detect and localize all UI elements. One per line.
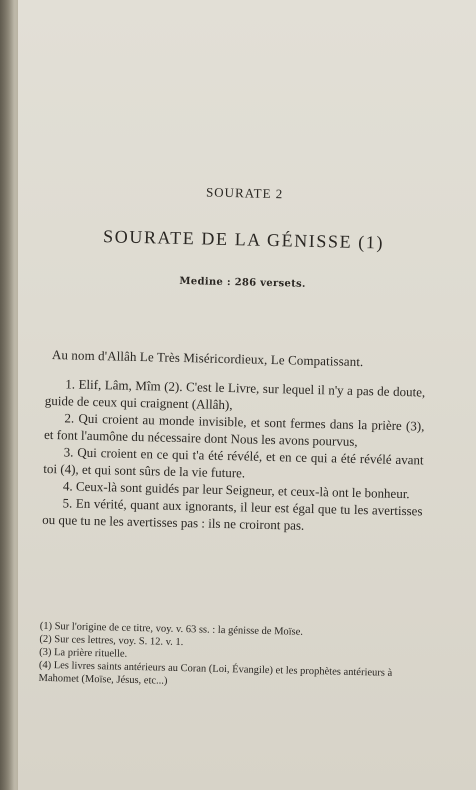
invocation: Au nom d'Allâh Le Très Miséricordieux, Le Compatissant.	[51, 347, 364, 370]
verse: 4. Ceux-là sont guidés par leur Seigneur, et ceux-là ont le bonheur.	[62, 478, 410, 502]
sourate-title: SOURATE DE LA GÉNISSE (1)	[102, 226, 385, 253]
binding-shadow	[0, 0, 16, 790]
footnote: (2) Sur ces lettres, voy. S. 12. v. 1.	[39, 633, 184, 649]
footnotes	[38, 620, 429, 694]
sourate-meta: Medine : 286 versets.	[179, 275, 306, 290]
verse: 3. Qui croient en ce qui t'a été révélé, et en ce qui a été révélé avant toi (4), et qui sont sûrs de la vie future.	[43, 444, 424, 481]
sourate-number: SOURATE 2	[205, 184, 284, 202]
verse: 2. Qui croient au monde invisible, et sont fermes dans la prière (3), et font l'aumône du nécessaire dont Nous les avons pourvus,	[43, 410, 425, 450]
book-page	[18, 0, 476, 790]
footnote: (1) Sur l'origine de ce titre, voy. v. 63 ss. : la génisse de Moïse.	[39, 620, 304, 638]
verse-list	[42, 375, 425, 537]
text-block	[36, 0, 444, 790]
verse: 5. En vérité, quant aux ignorants, il leur est égal que tu les avertisses ou que tu ne les avertisses pas : ils ne croiront pas.	[42, 495, 423, 533]
footnote: (3) La prière rituelle.	[39, 646, 128, 660]
verse: 1. Elif, Lâm, Mîm (2). C'est le Livre, sur lequel il n'y a pas de doute, guide de ceux qui craignent (Allâh),	[44, 376, 426, 413]
footnote: (4) Les livres saints antérieurs au Coran (Loi, Évangile) et les prophètes antérieurs à Mahomet (Moïse, Jésus, etc...)	[38, 659, 393, 687]
